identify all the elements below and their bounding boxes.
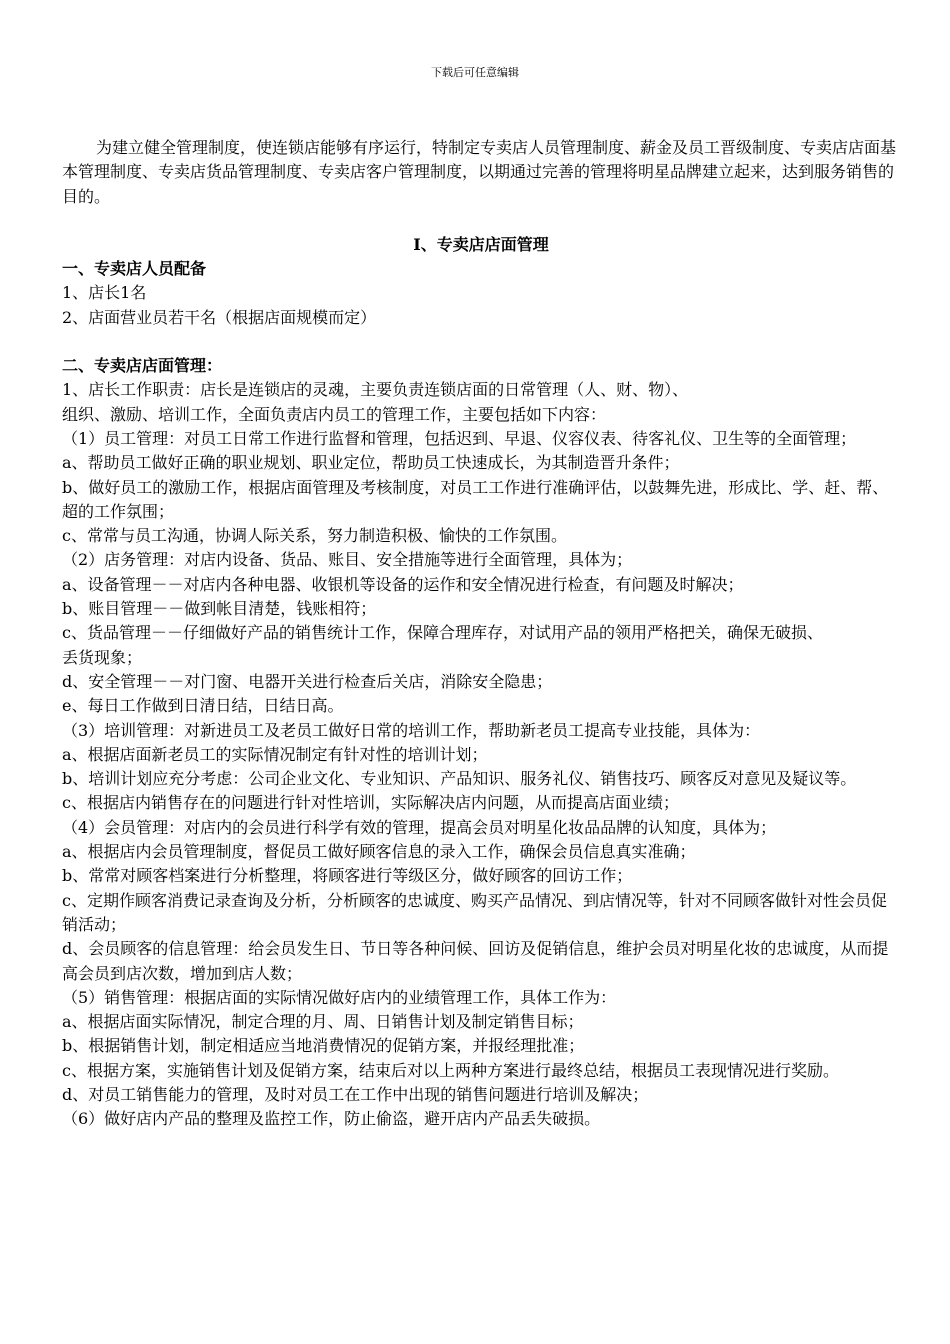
part2-line: 组织、激励、培训工作，全面负责店内员工的管理工作，主要包括如下内容： (62, 404, 607, 424)
part2-line: e、每日工作做到日清日结，日结日高。 (62, 696, 344, 716)
part2-lines (62, 378, 900, 1131)
part2-line: 丢货现象； (62, 647, 143, 667)
part2-line: b、根据销售计划，制定相适应当地消费情况的促销方案，并报经理批准； (62, 1036, 585, 1056)
part2-line: a、根据店面实际情况，制定合理的月、周、日销售计划及制定销售目标； (62, 1012, 584, 1032)
part1-item: 1、店长1名 (62, 283, 147, 303)
part1-item: 2、店面营业员若干名（根据店面规模而定） (62, 307, 377, 327)
part2-line: （2）店务管理：对店内设备、货品、账目、安全措施等进行全面管理，具体为； (62, 550, 633, 570)
section-title: I、专卖店店面管理 (413, 234, 549, 254)
part2-line: （5）销售管理：根据店面的实际情况做好店内的业绩管理工作，具体工作为： (62, 987, 617, 1007)
part2-line: d、安全管理－－对门窗、电器开关进行检查后关店，消除安全隐患； (62, 671, 553, 691)
part2-line: b、培训计划应充分考虑：公司企业文化、专业知识、产品知识、服务礼仪、销售技巧、顾客反对意见及疑议等。 (62, 769, 857, 789)
part2-line: （6）做好店内产品的整理及监控工作，防止偷盗，避开店内产品丢失破损。 (62, 1109, 601, 1129)
part1-heading: 一、专卖店人员配备 (62, 259, 207, 279)
part2-line: d、对员工销售能力的管理，及时对员工在工作中出现的销售问题进行培训及解决； (62, 1084, 649, 1104)
part2-line: c、货品管理－－仔细做好产品的销售统计工作，保障合理库存，对试用产品的领用严格把关，确保无破损、 (62, 623, 823, 643)
page-header-note: 下载后可任意编辑 (431, 66, 519, 79)
part2-line: b、常常对顾客档案进行分析整理，将顾客进行等级区分，做好顾客的回访工作； (62, 866, 633, 886)
part2-line: d、会员顾客的信息管理：给会员发生日、节日等各种问候、回访及促销信息，维护会员对明星化妆的忠诚度，从而提高会员到店次数，增加到店人数； (62, 939, 889, 983)
document-body (62, 136, 900, 1132)
part2-line: b、账目管理－－做到帐目清楚，钱账相符； (62, 599, 377, 619)
part2-line: 1、店长工作职责：店长是连锁店的灵魂，主要负责连锁店面的日常管理（人、财、物）、 (62, 380, 689, 400)
part2-heading: 二、专卖店店面管理： (62, 356, 223, 376)
part2-line: c、根据方案，实施销售计划及促销方案，结束后对以上两种方案进行最终总结，根据员工表现情况进行奖励。 (62, 1060, 839, 1080)
part2-line: c、常常与员工沟通，协调人际关系，努力制造积极、愉快的工作氛围。 (62, 526, 567, 546)
part2-line: （1）员工管理：对员工日常工作进行监督和管理，包括迟到、早退、仪容仪表、待客礼仪、卫生等的全面管理； (62, 428, 857, 448)
part2-line: c、根据店内销售存在的问题进行针对性培训，实际解决店内问题，从而提高店面业绩； (62, 793, 679, 813)
part2-line: b、做好员工的激励工作，根据店面管理及考核制度，对员工工作进行准确评估，以鼓舞先进，形成比、学、赶、帮、超的工作氛围； (62, 477, 889, 521)
part2-line: （3）培训管理：对新进员工及老员工做好日常的培训工作，帮助新老员工提高专业技能，具体为： (62, 720, 761, 740)
part2-line: a、设备管理－－对店内各种电器、收银机等设备的运作和安全情况进行检查，有问题及时解决； (62, 574, 744, 594)
part2-line: a、根据店面新老员工的实际情况制定有针对性的培训计划； (62, 744, 488, 764)
part2-line: a、根据店内会员管理制度，督促员工做好顾客信息的录入工作，确保会员信息真实准确； (62, 842, 696, 862)
part2-line: c、定期作顾客消费记录查询及分析，分析顾客的忠诚度、购买产品情况、到店情况等，针对不同顾客做针对性会员促销活动； (62, 890, 887, 934)
part2-line: a、帮助员工做好正确的职业规划、职业定位，帮助员工快速成长，为其制造晋升条件； (62, 453, 680, 473)
part2-line: （4）会员管理：对店内的会员进行科学有效的管理，提高会员对明星化妆品品牌的认知度，具体为； (62, 817, 777, 837)
intro-paragraph: 为建立健全管理制度，使连锁店能够有序运行，特制定专卖店人员管理制度、薪金及员工晋级制度、专卖店店面基本管理制度、专卖店货品管理制度、专卖店客户管理制度，以期通过完善的管理将明星品牌建立起来，达到服务销售的目的。 (62, 138, 897, 206)
